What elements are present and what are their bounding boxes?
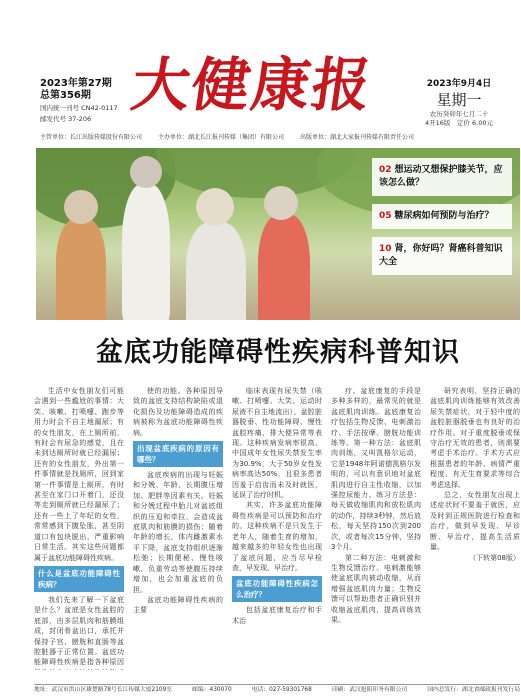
subheading: 盆底功能障碍性疾病怎么治疗？: [232, 576, 322, 602]
cn-number: 国内统一刊号 CN42-0117: [40, 104, 118, 112]
total-issue: 总第356期: [40, 90, 91, 101]
article-column: [133, 386, 223, 670]
person-figure: [122, 184, 170, 320]
paragraph: 盆底功能障碍性疾病的主要: [133, 595, 223, 615]
masthead: [0, 0, 521, 148]
subheading: 出现盆底疾病的原因有哪些？: [133, 441, 223, 467]
article-column: [232, 386, 322, 670]
paragraph: 使的功能。各种原因导致的盆底支持结构缺陷或退化损伤及功能障碍造成的疾病被称为盆底功能障碍性疾病。: [133, 387, 223, 437]
issue-info: [40, 78, 132, 124]
teaser-text: 肾，你好吗？肾癌科普知识大全: [379, 244, 503, 267]
date-info: [404, 78, 514, 128]
page-price: 4开16版 定价 6.00元: [425, 119, 493, 127]
teaser-list: [372, 158, 512, 283]
person-head: [196, 188, 234, 226]
paragraph: 第二种方法：电刺激和生物反馈治疗。电刺激能够使盆底肌肉被动收缩，从而增强盆底肌肉力量；生物反馈可以帮助患者正确识别并收缩盆底肌肉，提高训练效果。: [331, 553, 421, 624]
person-figure: [258, 214, 310, 320]
hero-section: [36, 148, 520, 320]
publish-date: 2023年9月4日: [426, 79, 492, 89]
article-column: [331, 386, 421, 670]
teaser-item[interactable]: [372, 204, 512, 229]
main-headline: 盆底功能障碍性疾病科普知识: [96, 337, 460, 368]
article-body: [34, 386, 520, 670]
teaser-page: 05: [379, 211, 392, 221]
teaser-page: 02: [379, 165, 392, 175]
lunar-date: 农历癸卯年七月二十: [429, 110, 489, 118]
sponsor-item: 主管单位：长江出版传媒股份有限公司: [40, 134, 143, 141]
person-head: [264, 186, 298, 220]
paragraph: 我们先来了解一下盆底是什么？盆底是女性盆腔的底部，由多层肌肉和筋膜组成，封闭骨盆出口，承托并保持子宫、膀胱和直肠等盆腔脏器于正常位置。盆底功能障碍性疾病是指各种原因: [34, 595, 124, 667]
footer-address: 地址：武汉市洪山区雄楚路78号长江传媒大厦2109室: [34, 687, 173, 693]
newspaper-title: 大健康报: [127, 51, 377, 119]
teaser-item[interactable]: [372, 158, 512, 196]
person-head: [64, 190, 98, 224]
sponsor-item: 出版单位：湖北大家报刊传媒有限责任公司: [300, 134, 415, 141]
teaser-page: 10: [379, 244, 392, 254]
article-column: [430, 386, 520, 670]
footer-phone: 电话：027-59301768: [251, 687, 312, 693]
sponsor-line: [40, 132, 520, 144]
teaser-text: 想运动又想保护膝关节，应该怎么做？: [379, 165, 503, 188]
paragraph: 研究表明，坚持正确的盆底肌肉训练能够有效改善尿失禁症状，对于轻中度的盆腔脏器脱垂也有良好的治疗作用。对于重度脱垂或保守治疗无效的患者，则需要考虑手术治疗。手术方式应根据患者的年龄、病情严重程度、有无生育要求等综合考虑选择。: [430, 387, 520, 489]
teaser-text: 糖尿病如何预防与治疗？: [394, 211, 494, 221]
continued-note: （下转第08版）: [469, 553, 520, 562]
issue-number: 2023年第27期: [40, 78, 112, 89]
paragraph: 生活中女性朋友们可能会遇到一些尴尬的事情：大笑、咳嗽、打喷嚏、跑步等用力时会不自主地漏尿；有的女性朋友，在上厕所前，有时会有尿急的感觉，且在未到达厕所时就已经漏尿；还有的女性朋友，外出第一件事情就是找厕所，回到家第一件事情是上厕所，有时甚至在家门口开着门，还没等走到厕所就已经漏尿了；还有一些上了年纪的女性，常常感到下腹坠胀，甚至阴道口有包块脱出，严重影响日常生活。其实这些问题都属于盆底功能障碍性疾病。: [34, 387, 124, 562]
footer-distributor: 国内总发行：湖北省邮政报刊发行局: [427, 687, 520, 693]
paragraph: 盆底疾病的出现与妊娠和分娩、年龄、长期腹压增加、肥胖等因素有关。妊娠和分娩过程中胎儿对盆底组织的压迫和牵拉，会造成盆底肌肉和筋膜的损伤；随着年龄的增长，体内雌激素水平下降，盆底支持组织逐渐松弛；长期便秘、慢性咳嗽、负重劳动等使腹压持续增加，也会加重盆底的负担。: [133, 471, 223, 594]
article-column: [34, 386, 124, 670]
footer-printer: 印刷：武汉旭阳印务有限公司: [331, 687, 408, 693]
person-figure: [56, 218, 106, 320]
paragraph: 总之，女性朋友出现上述症状时不要羞于就医，应及时到正规医院进行检查和治疗，做到早发现、早诊断、早治疗，提高生活质量。: [430, 491, 520, 552]
person-figure: [186, 222, 246, 320]
person-head: [130, 156, 162, 188]
subheading: 什么是盆底功能障碍性疾病？: [34, 566, 124, 592]
paragraph: 临床表现有尿失禁（咳嗽、打喷嚏、大笑、运动时尿液不自主地流出）、盆腔脏器脱垂、性功能障碍、慢性盆腔疼痛、排大便异常等表现。这种疾病发病率很高，中国成年女性尿失禁发生率为30.9%，大于50岁女性发病率高达50%，且很多患者因羞于启齿而未及时就医，延误了治疗时机。: [232, 387, 322, 500]
sponsor-item: 主办单位：湖北长江报刊传媒（集团）有限公司: [158, 134, 285, 141]
postal-code: 邮发代号 37-206: [40, 115, 92, 123]
footer-postcode: 邮编：430070: [192, 687, 232, 693]
paragraph: 疗。盆底康复的手段是多种多样的，最常见的就是盆底肌肉训练。盆底康复治疗包括生物反馈、电刺激治疗、手法按摩、膀胱功能训练等。第一种方法：盆底肌肉训练，又叫凯格尔运动，它是1948年阿诺德凯格尔发明的，可以有意识地对盆底肌肉进行自主性收缩，以加强控尿能力。练习方法是：每天做收缩肌肉和放松肌肉的动作，持续3秒钟，然后放松，每天坚持150次到200次，或者每次15分钟，坚持3个月。: [331, 387, 421, 552]
teaser-item[interactable]: [372, 237, 512, 275]
paragraph: 其实，许多盆底功能障碍性疾病是可以预防和治疗的。这种疾病不是只发生于老年人，随着生育的增加，越来越多的年轻女性也出现了盆底问题，应当尽早检查，早发现、早治疗。: [232, 501, 322, 572]
footer: [34, 684, 520, 696]
weekday: 星期一: [436, 91, 482, 109]
paragraph: 包括盆底康复治疗和手术治: [232, 606, 322, 625]
